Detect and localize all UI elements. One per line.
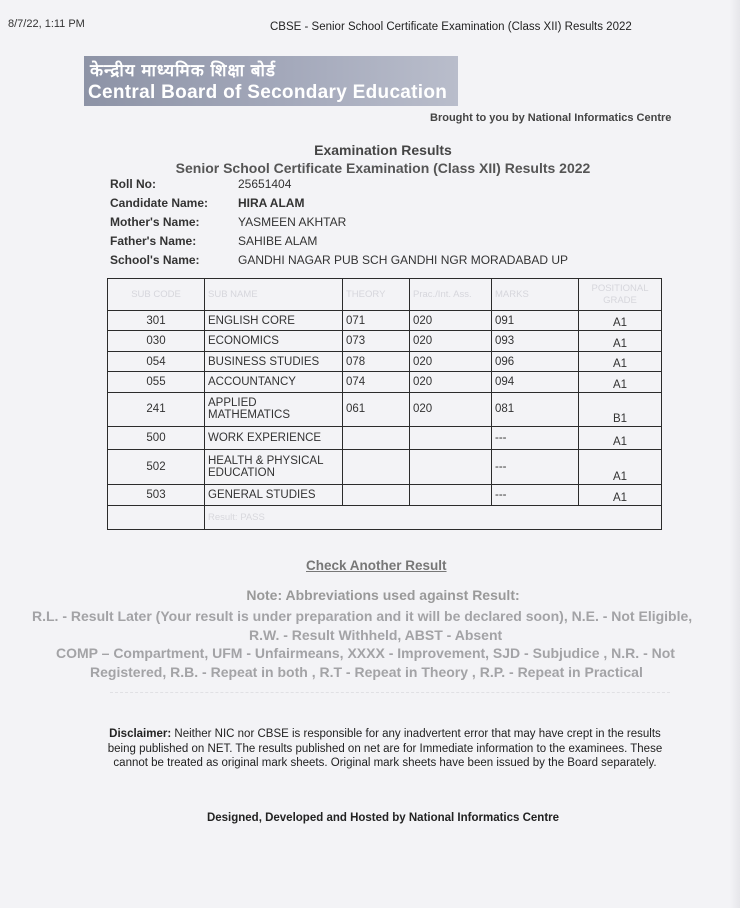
practical-cell — [410, 484, 492, 505]
sub-code-cell: 503 — [108, 484, 205, 505]
father-name-label: Father's Name: — [110, 234, 197, 248]
theory-cell: 074 — [343, 372, 410, 392]
col-header-grade: POSITIONAL GRADE — [579, 279, 662, 311]
table-row — [108, 351, 662, 371]
results-heading: Examination Results — [314, 142, 452, 158]
theory-cell: 061 — [343, 392, 410, 426]
abbreviation-line-2: R.W. - Result Withheld, ABST - Absent — [249, 627, 503, 643]
theory-cell — [343, 426, 410, 450]
practical-cell — [410, 426, 492, 450]
disclaimer — [105, 727, 665, 771]
table-row — [108, 392, 662, 426]
sub-name-cell: ECONOMICS — [205, 331, 343, 351]
footer-credit: Designed, Developed and Hosted by National Informatics Centre — [206, 812, 560, 824]
marks-cell: --- — [492, 450, 579, 485]
table-header-row — [108, 279, 662, 311]
marks-cell: 096 — [492, 351, 579, 371]
sub-name-cell: ENGLISH CORE — [205, 311, 343, 331]
roll-label: Roll No: — [110, 177, 156, 191]
marks-cell: --- — [492, 484, 579, 505]
disclaimer-label: Disclaimer: — [109, 728, 172, 740]
school-name-label: School's Name: — [110, 253, 200, 267]
candidate-name-label: Candidate Name: — [110, 196, 209, 210]
sub-code-cell: 055 — [108, 372, 205, 392]
mother-name-label: Mother's Name: — [110, 215, 200, 229]
marks-cell: 091 — [492, 311, 579, 331]
divider — [110, 692, 670, 693]
table-row — [108, 426, 662, 450]
abbreviation-line-4: Registered, R.B. - Repeat in both , R.T - Repeat in Theory , R.P. - Repeat in Practical — [90, 664, 643, 680]
grade-cell: A1 — [579, 331, 662, 351]
sub-code-cell: 241 — [108, 392, 205, 426]
marks-cell: 081 — [492, 392, 579, 426]
cbse-banner-logo[interactable] — [84, 56, 458, 106]
practical-cell: 020 — [410, 311, 492, 331]
table-row — [108, 372, 662, 392]
nic-credit: Brought to you by National Informatics Centre — [430, 112, 672, 124]
table-row — [108, 450, 662, 485]
marks-cell: 093 — [492, 331, 579, 351]
sub-name-cell: WORK EXPERIENCE — [205, 426, 343, 450]
grade-cell: A1 — [579, 372, 662, 392]
abbreviation-note-title: Note: Abbreviations used against Result: — [246, 587, 520, 603]
col-header-sub-code: SUB CODE — [108, 279, 205, 311]
paper-edge-shadow — [730, 0, 740, 908]
table-row — [108, 331, 662, 351]
banner-hindi-text: केन्द्रीय माध्यमिक शिक्षा बोर्ड — [90, 61, 276, 80]
result-empty-cell — [108, 506, 205, 530]
sub-name-cell: APPLIED MATHEMATICS — [205, 392, 343, 426]
theory-cell — [343, 450, 410, 485]
theory-cell: 078 — [343, 351, 410, 371]
sub-code-cell: 301 — [108, 311, 205, 331]
abbreviation-line-3: COMP – Compartment, UFM - Unfairmeans, XXXX - Improvement, SJD - Subjudice , N.R. - Not — [56, 645, 675, 661]
grade-cell: A1 — [579, 426, 662, 450]
abbreviation-line-1: R.L. - Result Later (Your result is under preparation and it will be declared soon), N.E. - Not Eligible, — [32, 608, 693, 624]
practical-cell: 020 — [410, 351, 492, 371]
table-row — [108, 311, 662, 331]
banner-english-text: Central Board of Secondary Education — [88, 82, 448, 103]
sub-name-cell: BUSINESS STUDIES — [205, 351, 343, 371]
print-page-title: CBSE - Senior School Certificate Examination (Class XII) Results 2022 — [270, 21, 632, 33]
sub-name-cell: ACCOUNTANCY — [205, 372, 343, 392]
grade-cell: B1 — [579, 392, 662, 426]
results-subheading: Senior School Certificate Examination (Class XII) Results 2022 — [175, 160, 591, 176]
marks-cell: --- — [492, 426, 579, 450]
candidate-name-value: HIRA ALAM — [238, 196, 305, 210]
disclaimer-text: Neither NIC nor CBSE is responsible for any inadvertent error that may have crept in the results being published on NET. The results published on net are for Immediate information to the examinees. These cannot be treated as original mark sheets. Original mark sheets have been issued by the Board separately. — [107, 728, 663, 769]
sub-code-cell: 030 — [108, 331, 205, 351]
check-another-result-link[interactable]: Check Another Result — [306, 558, 447, 573]
result-cell — [205, 506, 662, 530]
theory-cell — [343, 484, 410, 505]
grade-cell: A1 — [579, 311, 662, 331]
sub-code-cell: 054 — [108, 351, 205, 371]
theory-cell: 073 — [343, 331, 410, 351]
practical-cell: 020 — [410, 331, 492, 351]
sub-name-cell: HEALTH & PHYSICAL EDUCATION — [205, 450, 343, 485]
col-header-theory: THEORY — [343, 279, 410, 311]
col-header-practical: Prac./Int. Ass. — [410, 279, 492, 311]
result-row — [108, 506, 662, 530]
school-name-value: GANDHI NAGAR PUB SCH GANDHI NGR MORADABAD UP — [238, 253, 569, 267]
marks-cell: 094 — [492, 372, 579, 392]
col-header-marks: MARKS — [492, 279, 579, 311]
sub-code-cell: 500 — [108, 426, 205, 450]
practical-cell: 020 — [410, 392, 492, 426]
marks-table — [107, 278, 662, 530]
mother-name-value: YASMEEN AKHTAR — [238, 215, 347, 229]
practical-cell: 020 — [410, 372, 492, 392]
grade-cell: A1 — [579, 484, 662, 505]
grade-cell: A1 — [579, 450, 662, 485]
grade-cell: A1 — [579, 351, 662, 371]
roll-value: 25651404 — [238, 177, 292, 191]
father-name-value: SAHIBE ALAM — [238, 234, 318, 248]
theory-cell: 071 — [343, 311, 410, 331]
sub-code-cell: 502 — [108, 450, 205, 485]
result-label: Result: — [208, 511, 238, 523]
result-value: PASS — [240, 511, 265, 523]
print-datetime: 8/7/22, 1:11 PM — [8, 18, 85, 30]
col-header-sub-name: SUB NAME — [205, 279, 343, 311]
practical-cell — [410, 450, 492, 485]
sub-name-cell: GENERAL STUDIES — [205, 484, 343, 505]
table-row — [108, 484, 662, 505]
